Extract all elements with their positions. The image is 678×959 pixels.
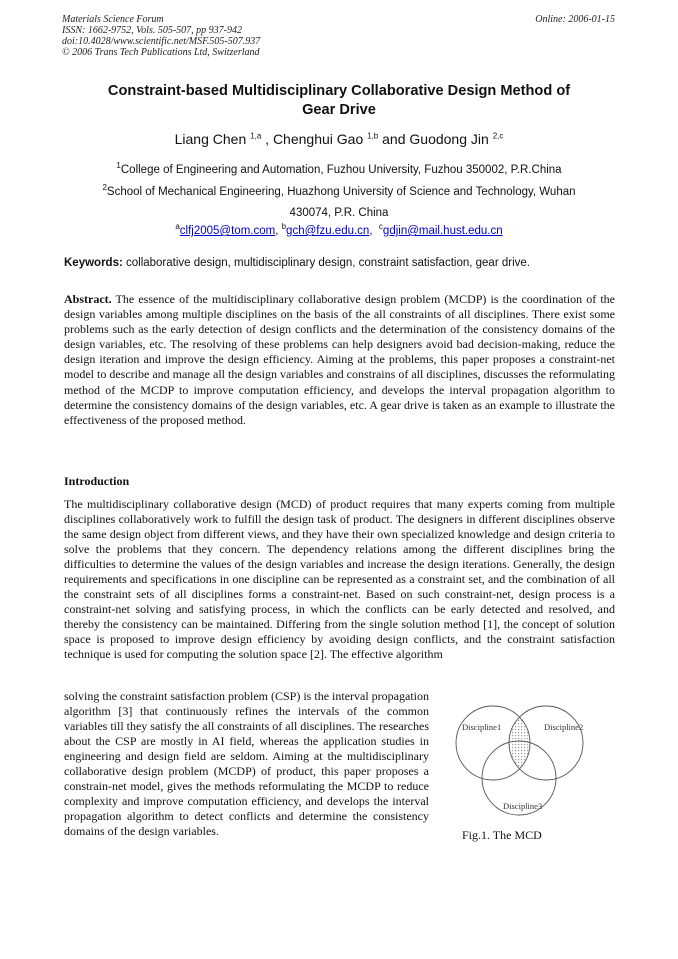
figure-mcd-venn xyxy=(446,705,596,820)
online-date: Online: 2006-01-15 xyxy=(535,14,615,25)
author-1: Liang Chen xyxy=(174,131,247,147)
author-2: Chenghui Gao xyxy=(272,131,364,147)
journal-name: Materials Science Forum xyxy=(62,14,164,25)
keywords-label: Keywords: xyxy=(64,257,123,269)
author-3: Guodong Jin xyxy=(409,131,489,147)
email-link-c[interactable]: gdjin@mail.hust.edu.cn xyxy=(382,224,503,237)
author-3-sup: 2,c xyxy=(492,131,504,141)
email-link-a[interactable]: clfj2005@tom.com xyxy=(179,224,276,237)
journal-header xyxy=(62,14,260,58)
title-line-2: Gear Drive xyxy=(302,102,376,118)
email-link-b[interactable]: gch@fzu.edu.cn xyxy=(286,224,370,237)
affiliation-1-text: College of Engineering and Automation, Fuzhou University, Fuzhou 350002, P.R.China xyxy=(120,163,562,176)
abstract-label: Abstract. xyxy=(64,292,112,306)
title-line-1: Constraint-based Multidisciplinary Collaborative Design Method of xyxy=(107,83,571,99)
abstract xyxy=(64,292,615,428)
email-a-sup: a xyxy=(175,222,180,231)
paper-title xyxy=(62,82,616,120)
keywords-text: collaborative design, multidisciplinary design, constraint satisfaction, gear drive. xyxy=(122,257,530,269)
email-c-sup: c xyxy=(378,222,383,231)
affiliation-2 xyxy=(62,177,616,224)
author-2-sup: 1,b xyxy=(367,131,379,141)
author-1-sup: 1,a xyxy=(250,131,262,141)
author-separator: , xyxy=(261,131,273,147)
section-heading-introduction: Introduction xyxy=(64,474,130,488)
figure-caption: Fig.1. The MCD xyxy=(462,828,542,842)
author-list xyxy=(62,131,616,147)
copyright-line: © 2006 Trans Tech Publications Ltd, Switzerland xyxy=(62,47,260,58)
email-b-sup: b xyxy=(281,222,287,231)
issn-line: ISSN: 1662-9752, Vols. 505-507, pp 937-942 xyxy=(62,25,242,36)
introduction-paragraph-1: The multidisciplinary collaborative design (MCD) of product requires that many experts coming from multiple disciplines collaboratively work to fulfill the design task of product. The designers in different disciplines observe the same design object from different views, and they have their own specialized knowledge and design criteria to solve the problems that they concern. The dependency relations among the different disciplines bring the difficulties to determine the values of the design variables and increase the design iterations. Generally, the design requirements and specifications in one discipline can be represented as a constraint set, and the combination of all the constraint sets of all disciplines forms a constraint-net. Based on such constraint-net, design process is a constraint-net solving and satisfying process, in which the conflicts can be early detected and resolved, and thereby the consistency can be maintained. Differing from the single solution method [1], the concept of solution space is proposed to improve design efficiency by avoiding design conflicts, and the constraint satisfaction technique is used for computing the solution space [2]. The effective algorithm xyxy=(64,497,615,662)
affiliation-1-sup: 1 xyxy=(116,161,121,170)
affiliation-2-sup: 2 xyxy=(102,183,107,192)
email-list xyxy=(62,222,616,237)
doi-line: doi:10.4028/www.scientific.net/MSF.505-507.937 xyxy=(62,36,261,47)
introduction-paragraph-2: solving the constraint satisfaction problem (CSP) is the interval propagation algorithm [3] that continuously refines the intervals of the common variables till they satisfy the all constraints of all disciplines. The researches about the CSP are mostly in AI field, whereas the application studies in engineering and design field are seldom. Aiming at the multidisciplinary collaborative design problem (MCDP) of product, this paper proposes a constrain-net model, gives the methods reformulating the MCDP to reduce complexity and improve computation efficiency, and develops the interval propagation algorithm to detect conflicts and determine the consistency domains of the design variables. xyxy=(64,689,430,839)
affiliation-2-line-1: School of Mechanical Engineering, Huazhong University of Science and Technology, Wuhan xyxy=(106,185,576,198)
affiliation-2-line-2: 430074, P.R. China xyxy=(289,206,389,219)
abstract-text: The essence of the multidisciplinary collaborative design problem (MCDP) is the coordination of the design variables among multiple disciplines on the basis of the all constraints of all disciplines. There exist some problems such as the early detection of design conflicts and the determination of the consistency domains of the design variables, etc. The resolving of these problems can help designers avoid bad decision-making, reduce the design iteration and improve the design efficiency. Aiming at the problems, this paper proposes a constraint-net model to describe and manage all the design variables and constrains of all disciplines, discusses the reformulating method of the MCDP to improve computation efficiency, and develops the interval propagation algorithm to determine the consistency domains of the design variables, etc. A gear drive is taken as an example to illustrate the effectiveness of the proposed method. xyxy=(64,292,615,427)
discipline-2-label: Discipline2 xyxy=(544,722,584,732)
keywords xyxy=(64,257,616,269)
discipline-3-label: Discipline3 xyxy=(503,801,543,811)
discipline-1-label: Discipline1 xyxy=(462,722,502,732)
email-separator: , xyxy=(275,224,282,237)
author-separator: and xyxy=(378,131,410,147)
email-separator: , xyxy=(369,224,379,237)
venn-diagram xyxy=(446,705,596,820)
